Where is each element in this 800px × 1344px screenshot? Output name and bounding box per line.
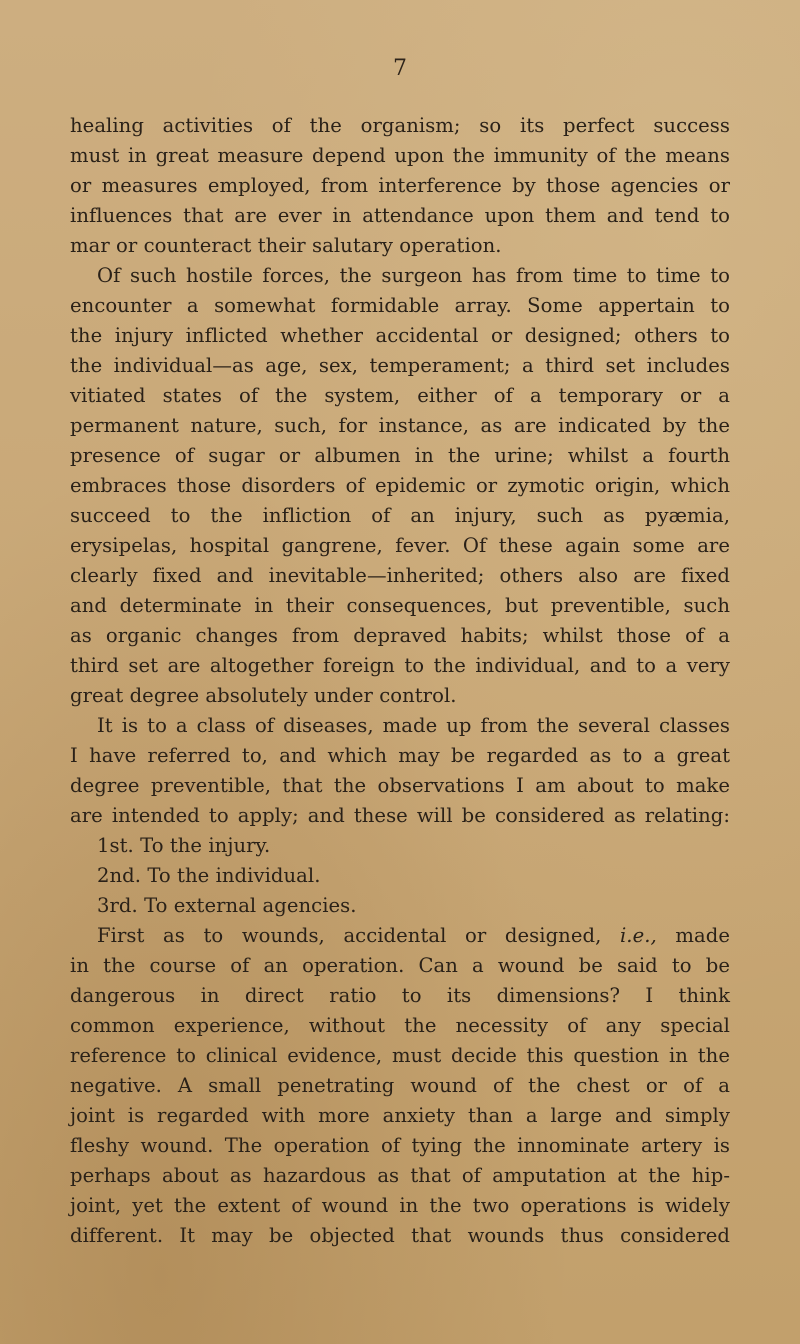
text-line: as organic changes from depraved habits; whilst those of a: [70, 624, 730, 647]
text-line: joint is regarded with more anxiety than a large and simply: [70, 1104, 730, 1127]
text-line: 1st. To the injury.: [97, 834, 271, 857]
text-line: permanent nature, such, for instance, as are indicated by the: [70, 414, 730, 437]
text-line: and determinate in their consequences, but preventible, such: [70, 594, 730, 617]
text-line: common experience, without the necessity of any special: [70, 1014, 730, 1037]
text-line: must in great measure depend upon the immunity of the means: [70, 144, 730, 167]
text-line: clearly fixed and inevitable—inherited; others also are fixed: [70, 564, 730, 587]
text-fragment: made: [675, 924, 731, 947]
italic-abbreviation: i.e.,: [619, 924, 657, 947]
text-fragment: First as to wounds, accidental or designed,: [97, 924, 602, 947]
text-line: embraces those disorders of epidemic or zymotic origin, which: [70, 474, 730, 497]
text-line: 3rd. To external agencies.: [97, 894, 357, 917]
text-line: negative. A small penetrating wound of the chest or of a: [70, 1074, 730, 1097]
body-text: [70, 111, 730, 1251]
text-line: fleshy wound. The operation of tying the innominate artery is: [70, 1134, 730, 1157]
text-line: the injury inflicted whether accidental or designed; others to: [70, 324, 730, 347]
text-line: different. It may be objected that wounds thus considered: [70, 1224, 730, 1247]
text-line: great degree absolutely under control.: [70, 684, 457, 707]
text-line: erysipelas, hospital gangrene, fever. Of these again some are: [70, 534, 730, 557]
text-line: or measures employed, from interference by those agencies or: [70, 174, 730, 197]
text-line: dangerous in direct ratio to its dimensions? I think: [70, 984, 730, 1007]
text-line: vitiated states of the system, either of a temporary or a: [70, 384, 730, 407]
text-line: degree preventible, that the observations I am about to make: [70, 774, 730, 797]
text-line: are intended to apply; and these will be considered as relating:: [70, 804, 730, 827]
text-line: I have referred to, and which may be regarded as to a great: [70, 744, 730, 767]
text-line: 2nd. To the individual.: [97, 864, 321, 887]
text-line: [70, 921, 730, 951]
text-line: the individual—as age, sex, temperament; a third set includes: [70, 354, 730, 377]
text-line: presence of sugar or albumen in the urine; whilst a fourth: [70, 444, 730, 467]
text-line: encounter a somewhat formidable array. Some appertain to: [70, 294, 730, 317]
text-line: reference to clinical evidence, must decide this question in the: [70, 1044, 730, 1067]
page-number: 7: [393, 56, 407, 81]
text-line: perhaps about as hazardous as that of amputation at the hip-: [70, 1164, 730, 1187]
text-line: mar or counteract their salutary operation.: [70, 234, 502, 257]
text-line: healing activities of the organism; so its perfect success: [70, 114, 730, 137]
text-line: in the course of an operation. Can a wound be said to be: [70, 954, 730, 977]
text-line: joint, yet the extent of wound in the two operations is widely: [70, 1194, 730, 1217]
text-line: Of such hostile forces, the surgeon has from time to time to: [97, 264, 730, 287]
text-line: influences that are ever in attendance upon them and tend to: [70, 204, 730, 227]
text-line: It is to a class of diseases, made up from the several classes: [97, 714, 730, 737]
text-line: succeed to the infliction of an injury, such as pyæmia,: [70, 504, 730, 527]
text-line: third set are altogether foreign to the individual, and to a very: [70, 654, 730, 677]
